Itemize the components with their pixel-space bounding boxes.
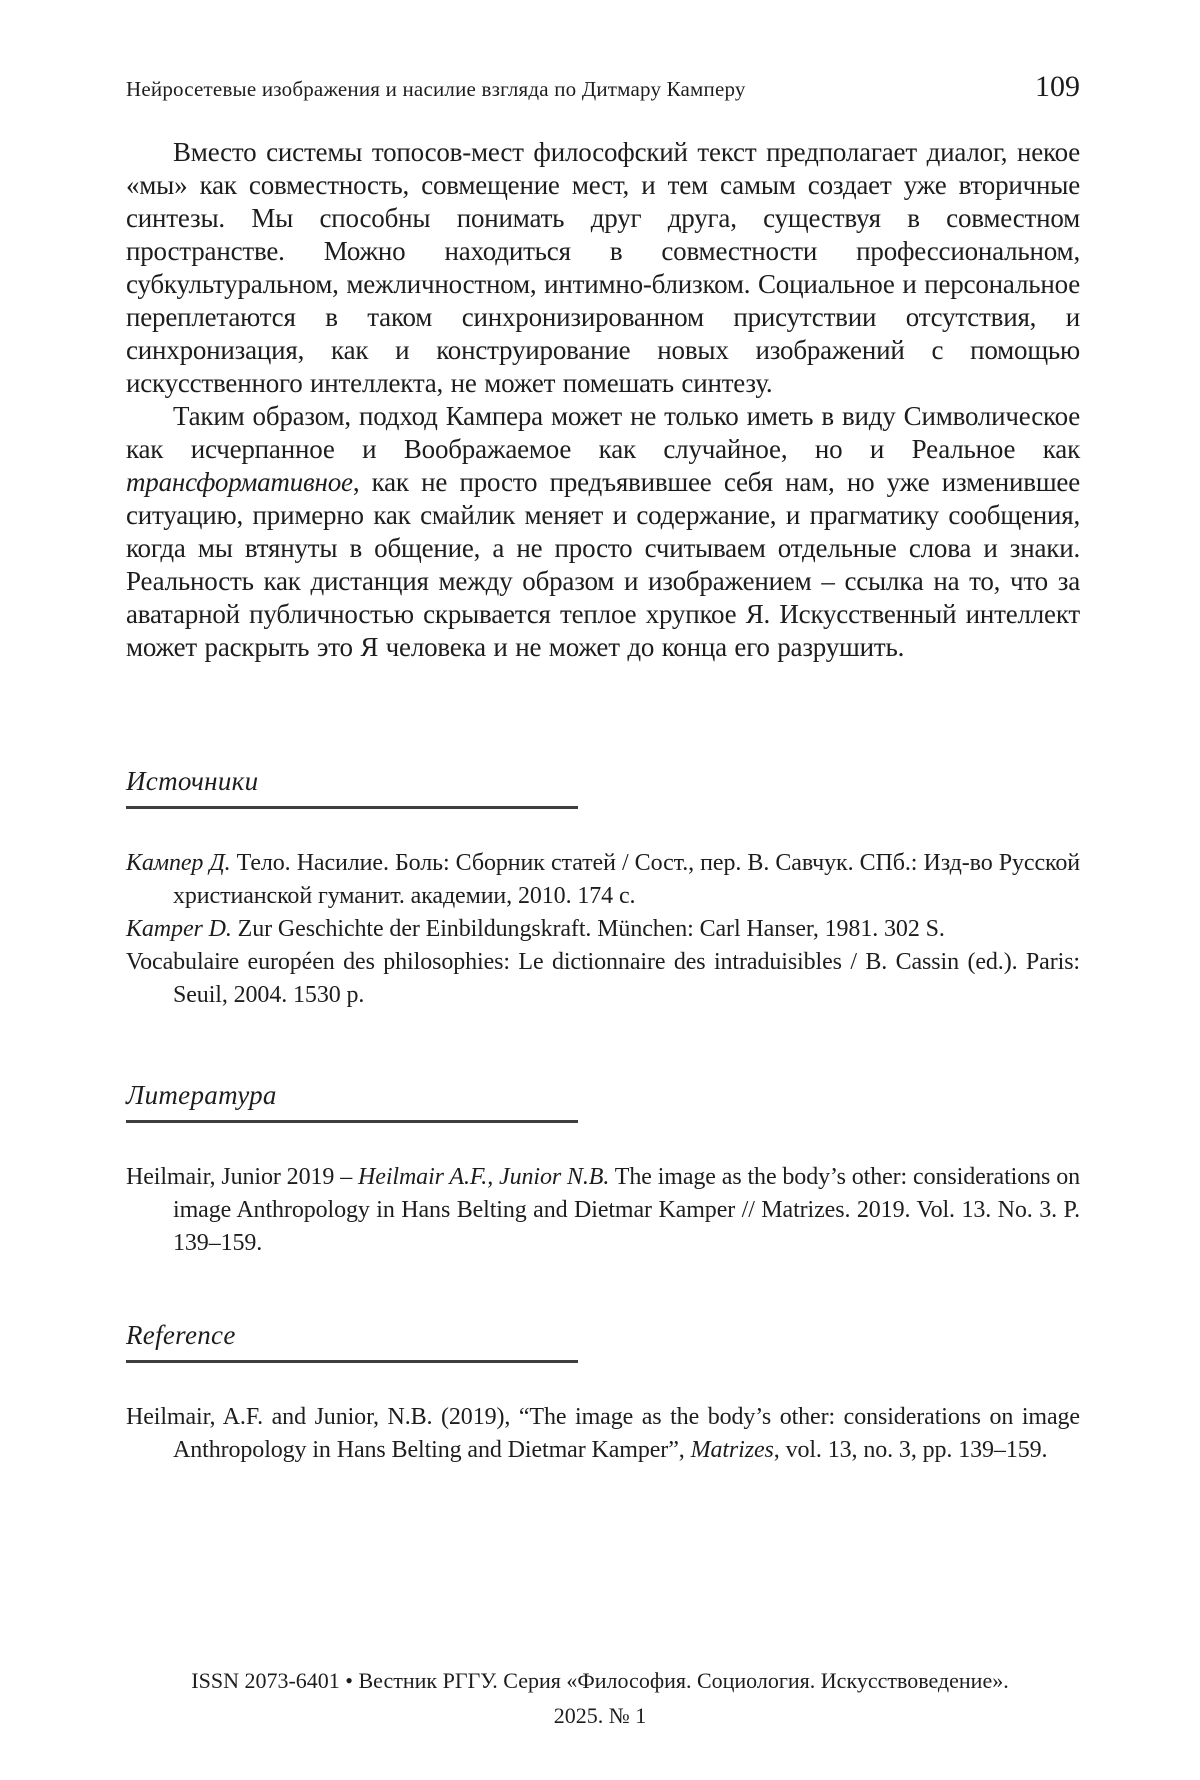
page-header — [126, 0, 1080, 102]
literature-list — [126, 1161, 1080, 1260]
text-segment: Вместо системы топосов-мест философский текст предполагает диалог, некое «мы» как совместность, совмещение мест, и тем самым создает уже вторичные синтезы. Мы способны понимать друг друга, существуя в совместном пространстве. Можно находиться в совместности профессиональном, субкультуральном, межличностном, интимно-близком. Социальное и персональное переплетаются в таком синхронизированном присутствии отсутствия, и синхронизация, как и конструирование новых изображений с помощью искусственного интеллекта, не может помешать синтезу. — [126, 137, 1080, 398]
bib-entry — [126, 946, 1080, 1012]
section-literature — [126, 1082, 1080, 1260]
text-segment: Heilmair, Junior 2019 – — [126, 1164, 359, 1190]
text-segment-italic: трансформативное — [126, 467, 353, 497]
section-sources — [126, 768, 1080, 1012]
page-footer — [0, 1663, 1200, 1733]
bib-entry — [126, 1401, 1080, 1467]
paragraph-2 — [126, 400, 1080, 664]
paragraph-1 — [126, 136, 1080, 400]
text-segment: Zur Geschichte der Einbildungskraft. München: Carl Hanser, 1981. 302 S. — [231, 916, 945, 942]
bib-entry — [126, 913, 1080, 946]
text-segment: Heilmair, A.F. and Junior, N.B. (2019), “The image as the body’s other: considerations on image Anthropology in Hans Belting and Dietmar Kamper”, — [126, 1404, 1080, 1463]
text-segment: Тело. Насилие. Боль: Сборник статей / Сост., пер. В. Савчук. СПб.: Изд-во Русской христианской гуманит. академии, 2010. 174 с. — [173, 850, 1080, 909]
text-segment-italic: Heilmair A.F., Junior N.B. — [358, 1164, 610, 1190]
reference-rule — [126, 1360, 578, 1363]
sources-list — [126, 847, 1080, 1012]
text-segment: Vocabulaire européen des philosophies: Le dictionnaire des intraduisibles / B. Cassin (ed.). Paris: Seuil, 2004. 1530 p. — [126, 949, 1080, 1008]
sources-heading: Источники — [126, 766, 259, 796]
footer-issue-line: 2025. № 1 — [553, 1703, 647, 1728]
text-segment: The image as the body’s other: considerations on image Anthropology in Hans Belting and Dietmar Kamper // Matrizes. 2019. Vol. 13. No. 3. P. 139–159. — [173, 1164, 1080, 1256]
footer-issn-line: ISSN 2073-6401 • Вестник РГГУ. Серия «Философия. Социология. Искусствоведение». — [191, 1668, 1009, 1693]
text-segment-italic: Matrizes — [690, 1437, 774, 1463]
sources-rule — [126, 806, 578, 809]
text-segment: Таким образом, подход Кампера может не только иметь в виду Символическое как исчерпанное и Воображаемое как случайное, но и Реальное как — [126, 401, 1080, 464]
section-reference — [126, 1322, 1080, 1467]
text-segment: , vol. 13, no. 3, pp. 139–159. — [773, 1437, 1048, 1463]
bib-entry — [126, 847, 1080, 913]
reference-heading: Reference — [126, 1320, 236, 1350]
page-number: 109 — [1035, 70, 1080, 103]
bib-entry — [126, 1161, 1080, 1260]
text-segment: , как не просто предъявившее себя нам, но уже изменившее ситуацию, примерно как смайлик меняет и содержание, и прагматику сообщения, когда мы втянуты в общение, а не просто считываем отдельные слова и знаки. Реальность как дистанция между образом и изображением – ссылка на то, что за аватарной публичностью скрывается теплое хрупкое Я. Искусственный интеллект может раскрыть это Я человека и не может до конца его разрушить. — [126, 467, 1080, 662]
text-segment-italic: Kamper D. — [126, 916, 232, 942]
text-segment-italic: Кампер Д. — [126, 850, 231, 876]
running-head: Нейросетевые изображения и насилие взгляда по Дитмару Камперу — [126, 76, 746, 101]
reference-list — [126, 1401, 1080, 1467]
literature-rule — [126, 1120, 578, 1123]
literature-heading: Литература — [126, 1080, 277, 1110]
